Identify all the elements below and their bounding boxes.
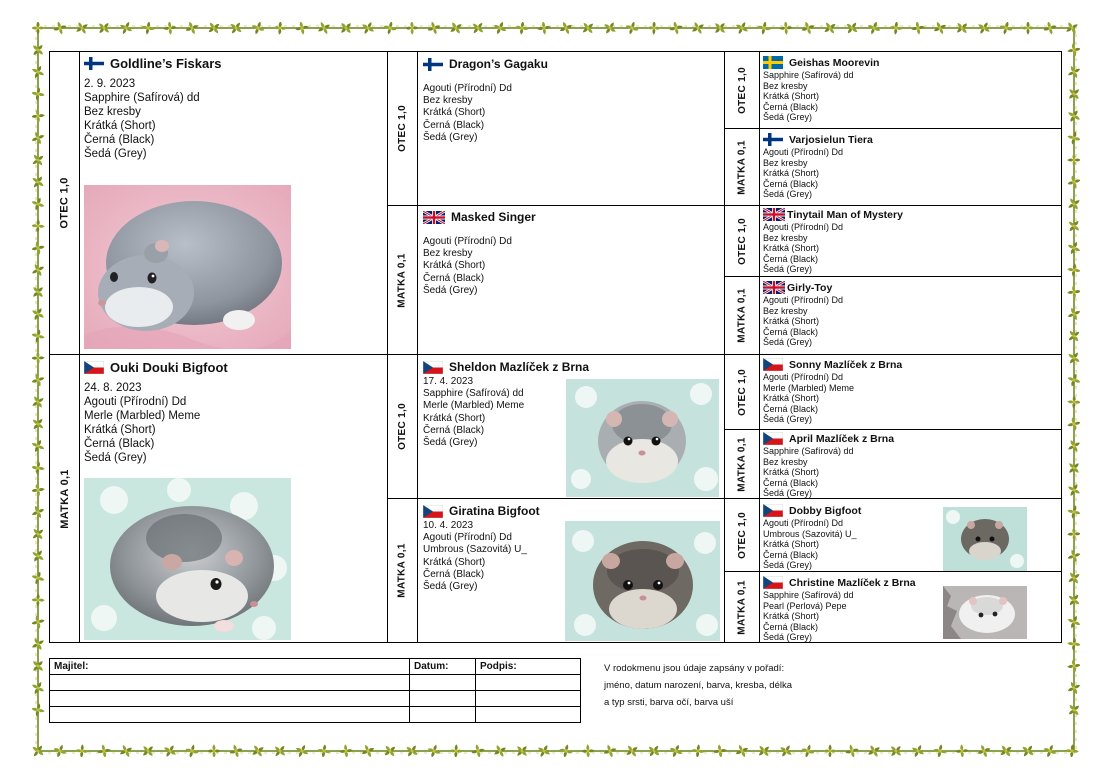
- dam-label: MATKA 0,1: [736, 436, 748, 492]
- animal-info: Sapphire (Safírová) dd Bez kresby Krátká (Short) Černá (Black) Šedá (Grey): [763, 70, 854, 123]
- owner-cell[interactable]: [50, 675, 410, 691]
- animal-info: Agouti (Přírodní) Dd Bez kresby Krátká (Short) Černá (Black) Šedá (Grey): [763, 147, 844, 200]
- owner-cell[interactable]: [50, 691, 410, 707]
- czech-flag-icon: [763, 576, 783, 589]
- czech-flag-icon: [763, 358, 783, 371]
- pedigree-grid: [49, 51, 1062, 643]
- dam-label: MATKA 0,1: [736, 288, 748, 343]
- uk-flag-icon: [763, 208, 785, 221]
- animal-name: Dobby Bigfoot: [763, 504, 1059, 517]
- animal-info: 10. 4. 2023 Agouti (Přírodní) Dd Umbrous (Sazovitá) U_ Krátká (Short) Černá (Black) Šedá (Grey): [423, 520, 527, 592]
- sire-label: OTEC 1,0: [397, 403, 409, 450]
- sweden-flag-icon: [763, 56, 783, 69]
- animal-info: 24. 8. 2023 Agouti (Přírodní) Dd Merle (Marbled) Meme Krátká (Short) Černá (Black) Šedá (Grey): [84, 382, 201, 465]
- animal-name: April Mazlíček z Brna: [763, 432, 1059, 445]
- animal-info: Agouti (Přírodní) Dd Umbrous (Sazovitá) U_ Krátká (Short) Černá (Black) Šedá (Grey): [763, 518, 857, 571]
- finland-flag-icon: [763, 133, 783, 146]
- sire-label: OTEC 1,0: [736, 66, 748, 114]
- animal-info: 2. 9. 2023 Sapphire (Safírová) dd Bez kresby Krátká (Short) Černá (Black) Šedá (Grey): [84, 78, 200, 161]
- signature-cell[interactable]: [476, 675, 581, 691]
- animal-info: Sapphire (Safírová) dd Pearl (Perlová) Pepe Krátká (Short) Černá (Black) Šedá (Grey): [763, 590, 854, 643]
- order-note: V rodokmenu jsou údaje zapsány v pořadí: jméno, datum narození, barva, kresba, délka a typ srsti, barva očí, barva uší: [604, 663, 792, 708]
- signature-cell[interactable]: [476, 691, 581, 707]
- czech-flag-icon: [423, 361, 443, 374]
- hamster-photo: [943, 507, 1027, 571]
- animal-name: Varjosielun Tiera: [763, 133, 1059, 146]
- dam-card: [423, 210, 721, 297]
- hamster-photo: [943, 586, 1027, 639]
- dam-label: MATKA 0,1: [397, 252, 408, 308]
- animal-info: Agouti (Přírodní) Dd Bez kresby Krátká (Short) Černá (Black) Šedá (Grey): [423, 83, 512, 143]
- signature-cell[interactable]: [476, 707, 581, 723]
- animal-name: Geishas Moorevin: [763, 56, 1059, 69]
- sire-label: OTEC 1,0: [736, 511, 748, 559]
- hamster-photo: [566, 379, 719, 497]
- date-label: Datum:: [410, 659, 476, 675]
- dam-card: [84, 360, 384, 465]
- animal-name: Masked Singer: [423, 210, 721, 224]
- animal-name: Goldline’s Fiskars: [84, 56, 384, 71]
- dam-label: MATKA 0,1: [58, 468, 71, 529]
- hamster-photo: [565, 521, 720, 641]
- sire-card: [763, 56, 1059, 123]
- animal-name: Christine Mazlíček z Brna: [763, 576, 1059, 589]
- dam-label: MATKA 0,1: [736, 579, 748, 635]
- animal-name: Dragon’s Gagaku: [423, 57, 721, 71]
- czech-flag-icon: [84, 361, 104, 374]
- sire-card: [84, 56, 384, 161]
- hamster-photo: [84, 478, 291, 640]
- owner-table: [49, 658, 581, 723]
- dam-card: [763, 432, 1059, 499]
- owner-label: Majitel:: [50, 659, 410, 675]
- sire-card: [763, 208, 1059, 275]
- owner-cell[interactable]: [50, 707, 410, 723]
- sire-card: [763, 358, 1059, 425]
- czech-flag-icon: [423, 505, 443, 518]
- sire-label: OTEC 1,0: [736, 368, 748, 416]
- dam-label: MATKA 0,1: [397, 543, 408, 598]
- animal-info: Agouti (Přírodní) Dd Bez kresby Krátká (Short) Černá (Black) Šedá (Grey): [763, 295, 844, 348]
- animal-info: Sapphire (Safírová) dd Bez kresby Krátká (Short) Černá (Black) Šedá (Grey): [763, 446, 854, 499]
- uk-flag-icon: [423, 211, 445, 224]
- animal-name: Sheldon Mazlíček z Brna: [423, 360, 721, 374]
- date-cell[interactable]: [410, 675, 476, 691]
- uk-flag-icon: [763, 281, 785, 294]
- animal-name: Girly-Toy: [763, 281, 1059, 294]
- date-cell[interactable]: [410, 707, 476, 723]
- dam-card: [763, 133, 1059, 200]
- finland-flag-icon: [84, 57, 104, 70]
- dam-label: MATKA 0,1: [736, 139, 748, 195]
- sire-label: OTEC 1,0: [736, 217, 748, 265]
- animal-info: Agouti (Přírodní) Dd Bez kresby Krátká (Short) Černá (Black) Šedá (Grey): [763, 222, 844, 275]
- animal-info: Agouti (Přírodní) Dd Bez kresby Krátká (Short) Černá (Black) Šedá (Grey): [423, 236, 512, 296]
- finland-flag-icon: [423, 58, 443, 71]
- animal-name: Ouki Douki Bigfoot: [84, 360, 384, 375]
- animal-name: Sonny Mazlíček z Brna: [763, 358, 1059, 371]
- date-cell[interactable]: [410, 691, 476, 707]
- sire-label: OTEC 1,0: [58, 177, 71, 229]
- animal-info: 17. 4. 2023 Sapphire (Safírová) dd Merle (Marbled) Meme Krátká (Short) Černá (Black) Šedá (Grey): [423, 376, 525, 448]
- sire-card: [423, 57, 721, 144]
- sire-label: OTEC 1,0: [397, 105, 409, 152]
- czech-flag-icon: [763, 504, 783, 517]
- animal-info: Agouti (Přírodní) Dd Merle (Marbled) Meme Krátká (Short) Černá (Black) Šedá (Grey): [763, 372, 855, 425]
- hamster-photo: [84, 185, 291, 349]
- signature-label: Podpis:: [476, 659, 581, 675]
- dam-card: [763, 281, 1059, 348]
- animal-name: Giratina Bigfoot: [423, 504, 721, 518]
- czech-flag-icon: [763, 432, 783, 445]
- animal-name: Tinytail Man of Mystery: [763, 208, 1059, 221]
